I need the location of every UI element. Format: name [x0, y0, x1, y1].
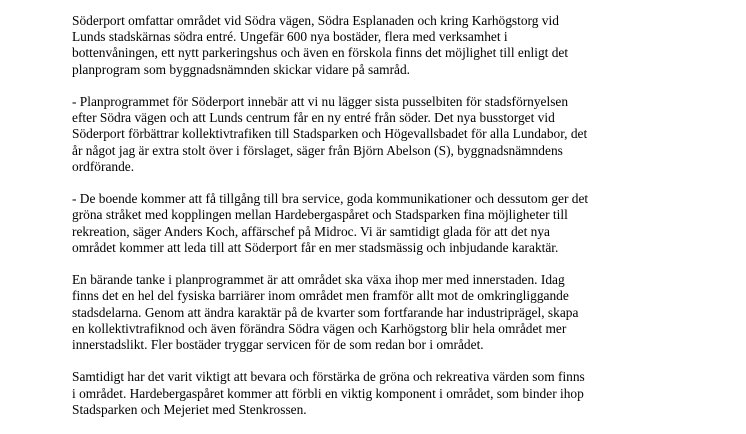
paragraph-green-values: Samtidigt har det varit viktigt att bevara och förstärka de gröna och rekreativa värden som finns i området. Hardebergaspåret kommer att förbli en viktig komponent i området, som binder ihop Stadsparken och Mejeriet med Stenkrossen.	[72, 369, 585, 417]
paragraph-intro: Söderport omfattar området vid Södra vägen, Södra Esplanaden och kring Karhögstorg vid Lunds stadskärnas södra entré. Ungefär 600 nya bostäder, flera med verksamhet i bottenvåningen, ett nytt parkeringshus och även en förskola finns det möjlighet till enligt det planprogram som byggnadsnämnden skickar vidare på samråd.	[72, 13, 569, 77]
paragraph-quote-abelson: - Planprogrammet för Söderport innebär att vi nu lägger sista pusselbiten för stadsförnyelsen efter Södra vägen och att Lunds centrum får en ny entré från söder. Det nya busstorget vid Söderport förbättrar kollektivtrafiken till Stadsparken och Högevallsbadet för alla Lundabor, det år något jag är extra stolt över i förslaget, säger från Björn Abelson (S), byggnadsnämndens ordförande.	[72, 94, 588, 174]
document-body	[72, 13, 682, 434]
paragraph-planprogram: En bärande tanke i planprogrammet är att området ska växa ihop mer med innerstaden. Idag finns det en hel del fysiska barriärer inom området men framför allt mot de omkringliggande stadsdelarna. Genom att ändra karaktär på de kvarter som fortfarande har industriprägel, skapa en kollektivtrafiknod och även förändra Södra vägen och Karhögstorg blir hela området mer innerstadslikt. Fler bostäder tryggar servicen för de som redan bor i området.	[72, 272, 579, 353]
paragraph-quote-koch: - De boende kommer att få tillgång till bra service, goda kommunikationer och dessutom ger det gröna stråket med kopplingen mellan Hardebergaspåret och Stadsparken fina möjligheter till rekreation, säger Anders Koch, affärschef på Midroc. Vi är samtidigt glada för att det nya området kommer att leda till att Söderport får en mer stadsmässig och inbjudande karaktär.	[72, 191, 589, 255]
